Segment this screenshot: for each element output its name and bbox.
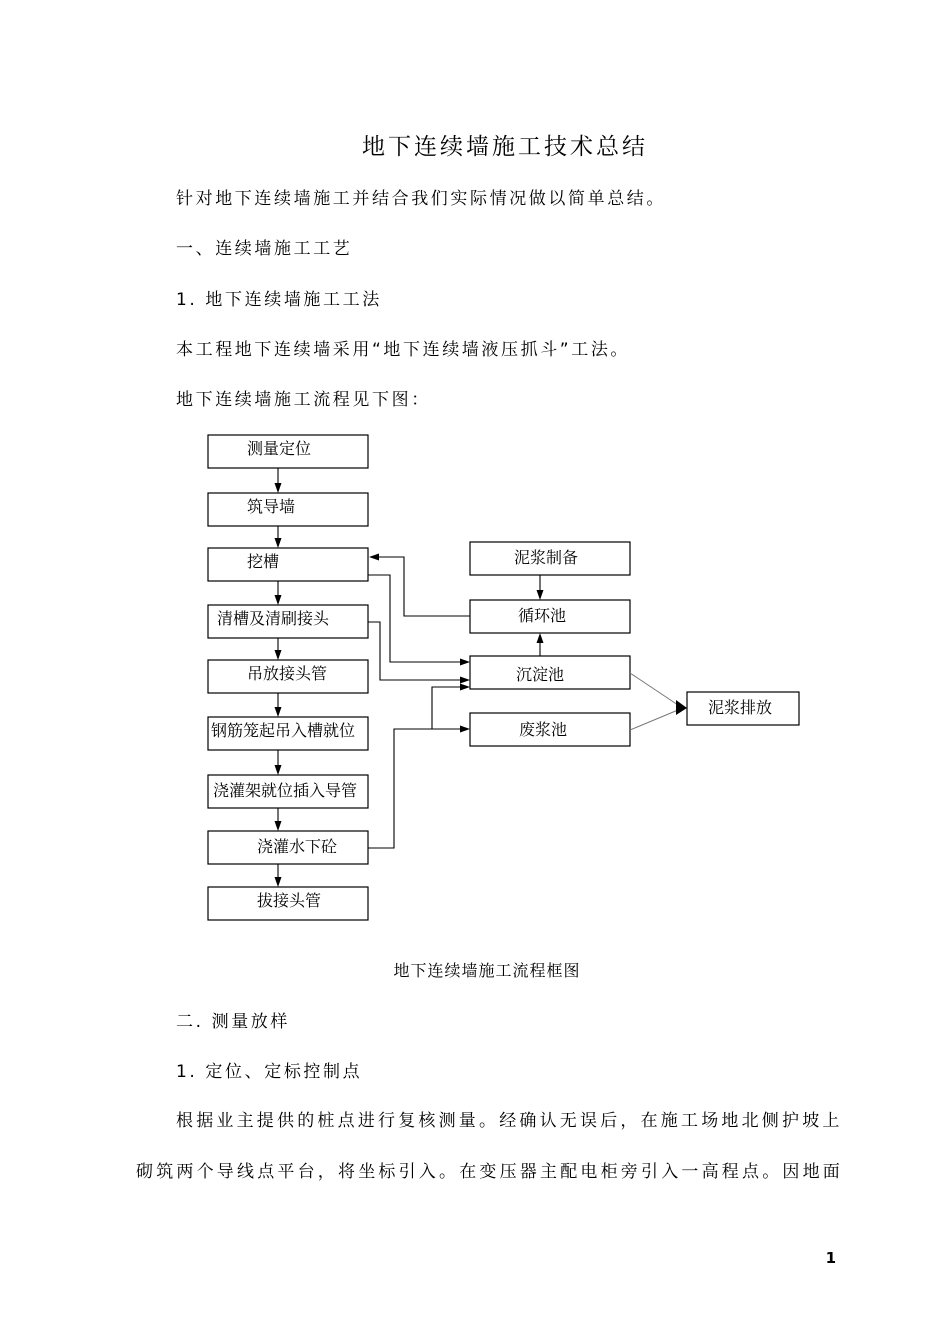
waste-tank-label: 废浆池 [519, 720, 568, 739]
method-paragraph: 本工程地下连续墙采用“地下连续墙液压抓斗”工法。 [176, 340, 631, 360]
intro-paragraph: 针对地下连续墙施工并结合我们实际情况做以简单总结。 [176, 189, 666, 209]
section-heading-process: 一、连续墙施工工艺 [176, 239, 353, 259]
step-label-1: 测量定位 [247, 439, 312, 458]
step-label-9: 拔接头管 [257, 891, 322, 910]
flow-connectors [368, 554, 687, 849]
step-box-3 [208, 548, 368, 581]
circulation-tank-label: 循环池 [518, 606, 567, 625]
slurry-prep-label: 泥浆制备 [514, 548, 579, 567]
step-label-4: 清槽及清刷接头 [217, 609, 330, 628]
step-label-2: 筑导墙 [247, 497, 296, 516]
subheading-construction-method: 1. 地下连续墙施工工法 [176, 290, 382, 310]
page-number: 1 [825, 1249, 836, 1267]
section-heading-survey: 二. 测量放样 [176, 1012, 291, 1032]
main-steps [208, 435, 368, 920]
step-label-8: 浇灌水下砼 [257, 837, 338, 856]
flowchart-intro: 地下连续墙施工流程见下图： [176, 390, 431, 410]
settling-tank-label: 沉淀池 [516, 665, 565, 684]
step-label-7: 浇灌架就位插入导管 [213, 781, 358, 800]
body-text-line-2: 砌筑两个导线点平台，将坐标引入。在变压器主配电柜旁引入一高程点。因地面 [136, 1162, 843, 1182]
step-label-6: 钢筋笼起吊入槽就位 [211, 721, 356, 740]
slurry-system [470, 542, 799, 746]
flowchart-caption: 地下连续墙施工流程框图 [393, 961, 581, 980]
step-label-5: 吊放接头管 [247, 664, 328, 683]
body-text-line-1: 根据业主提供的桩点进行复核测量。经确认无误后，在施工场地北侧护坡上 [176, 1111, 843, 1131]
document-title: 地下连续墙施工技术总结 [362, 134, 648, 160]
subheading-control-points: 1. 定位、定标控制点 [176, 1062, 363, 1082]
step-label-3: 挖槽 [247, 552, 280, 571]
slurry-discharge-label: 泥浆排放 [708, 698, 773, 717]
